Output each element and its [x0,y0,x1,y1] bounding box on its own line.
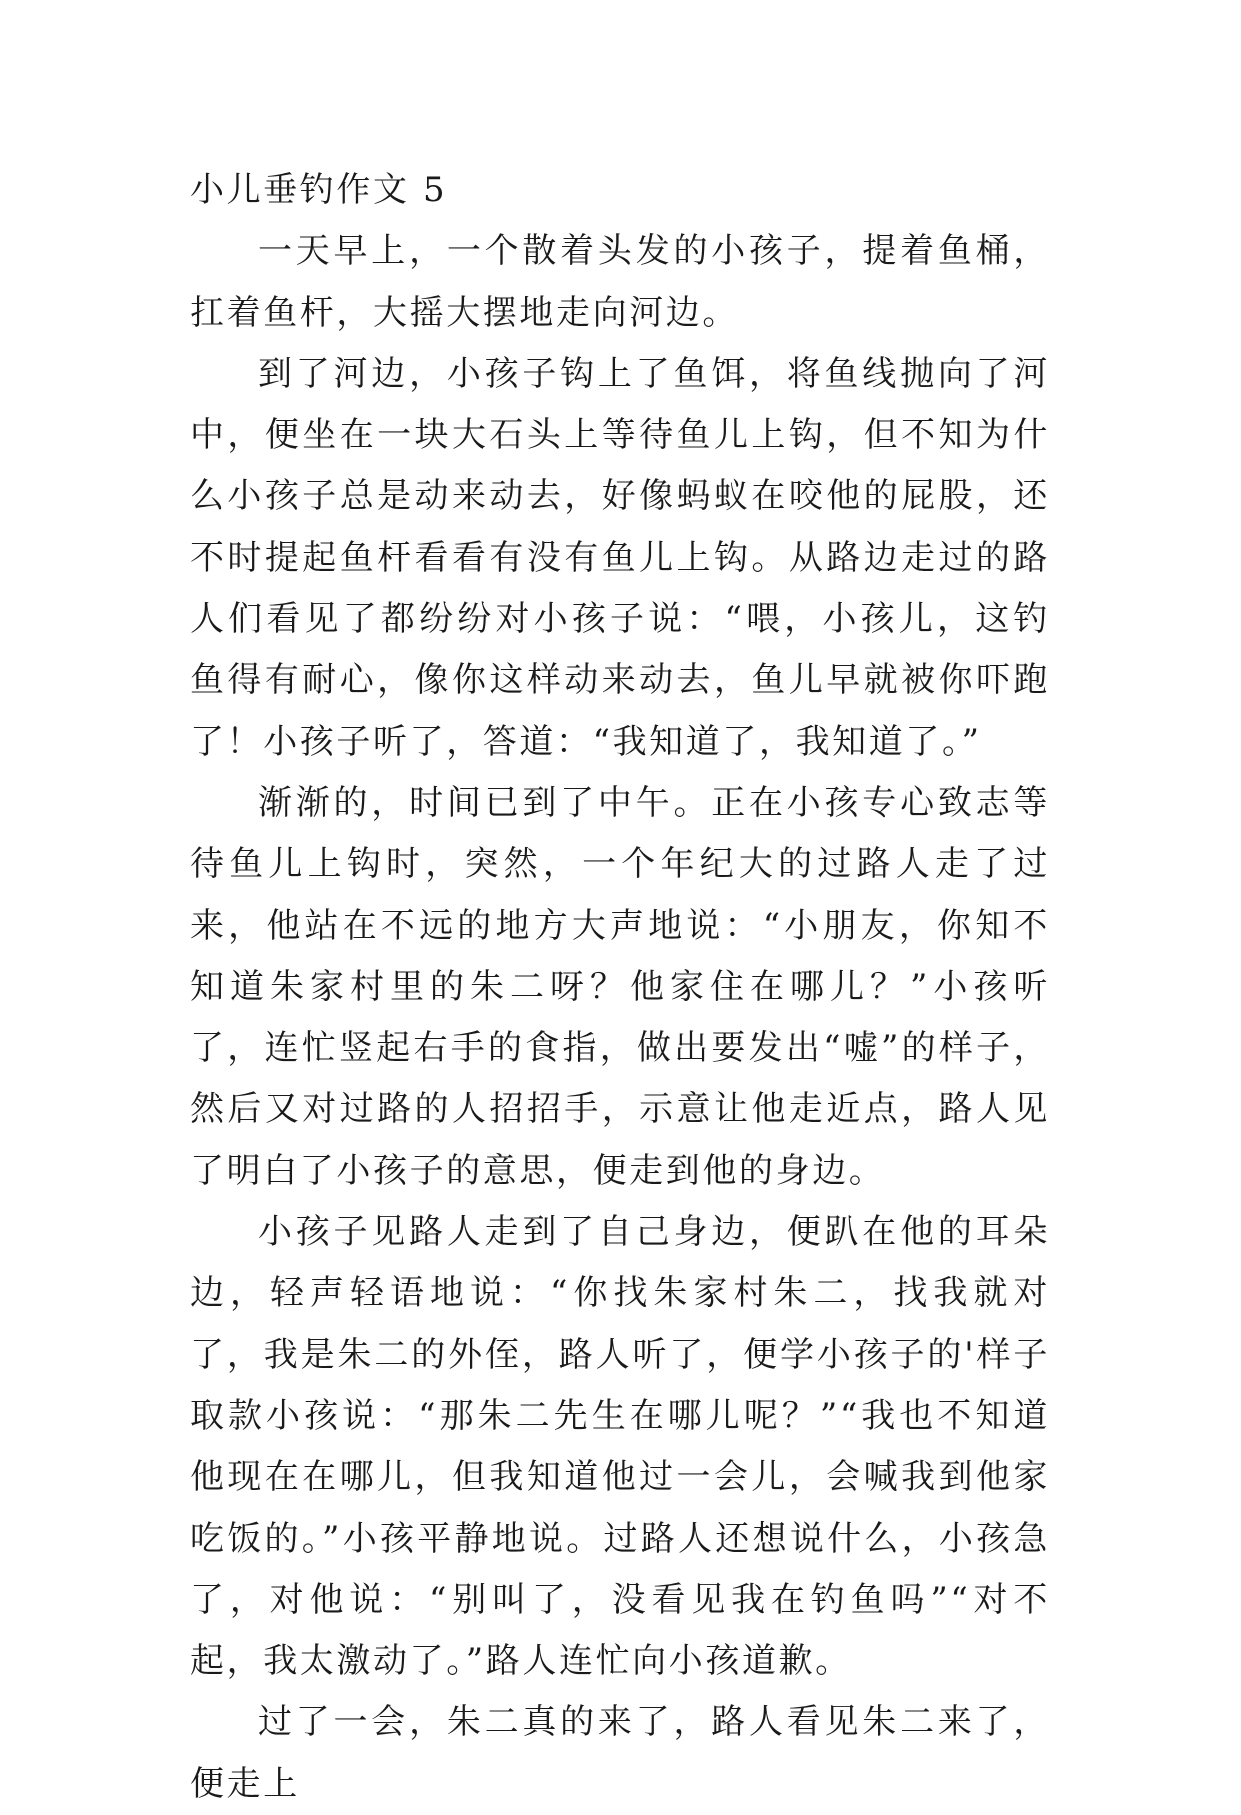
paragraph-2: 到了河边，小孩子钩上了鱼饵，将鱼线抛向了河中，便坐在一块大石头上等待鱼儿上钩，但不知为什么小孩子总是动来动去，好像蚂蚁在咬他的屁股，还不时提起鱼杆看看有没有鱼儿上钩。从路边走过的路人们看见了都纷纷对小孩子说：“喂，小孩儿，这钓鱼得有耐心，像你这样动来动去，鱼儿早就被你吓跑了！小孩子听了，答道：“我知道了，我知道了。” [190,353,1050,762]
paragraph-3: 渐渐的，时间已到了中午。正在小孩专心致志等待鱼儿上钩时，突然，一个年纪大的过路人走了过来，他站在不远的地方大声地说：“小朋友，你知不知道朱家村里的朱二呀？他家住在哪儿？”小孩听了，连忙竖起右手的食指，做出要发出“嘘”的样子，然后又对过路的人招招手，示意让他走近点，路人见了明白了小孩子的意思，便走到他的身边。 [190,782,1050,1191]
paragraph-5: 过了一会，朱二真的来了，路人看见朱二来了，便走上 [190,1702,1050,1804]
document-title: 小儿垂钓作文 5 [190,170,448,210]
paragraph-4: 小孩子见路人走到了自己身边，便趴在他的耳朵边，轻声轻语地说：“你找朱家村朱二，找我就对了，我是朱二的外侄，路人听了，便学小孩子的'样子取款小孩说：“那朱二先生在哪儿呢？”“我也不知道他现在在哪儿，但我知道他过一会儿，会喊我到他家吃饭的。”小孩平静地说。过路人还想说什么，小孩急了，对他说：“别叫了，没看见我在钓鱼吗”“对不起，我太激动了。”路人连忙向小孩道歉。 [190,1212,1050,1682]
paragraph-1: 一天早上，一个散着头发的小孩子，提着鱼桶，扛着鱼杆，大摇大摆地走向河边。 [190,231,1050,333]
document-body [190,160,1050,1815]
